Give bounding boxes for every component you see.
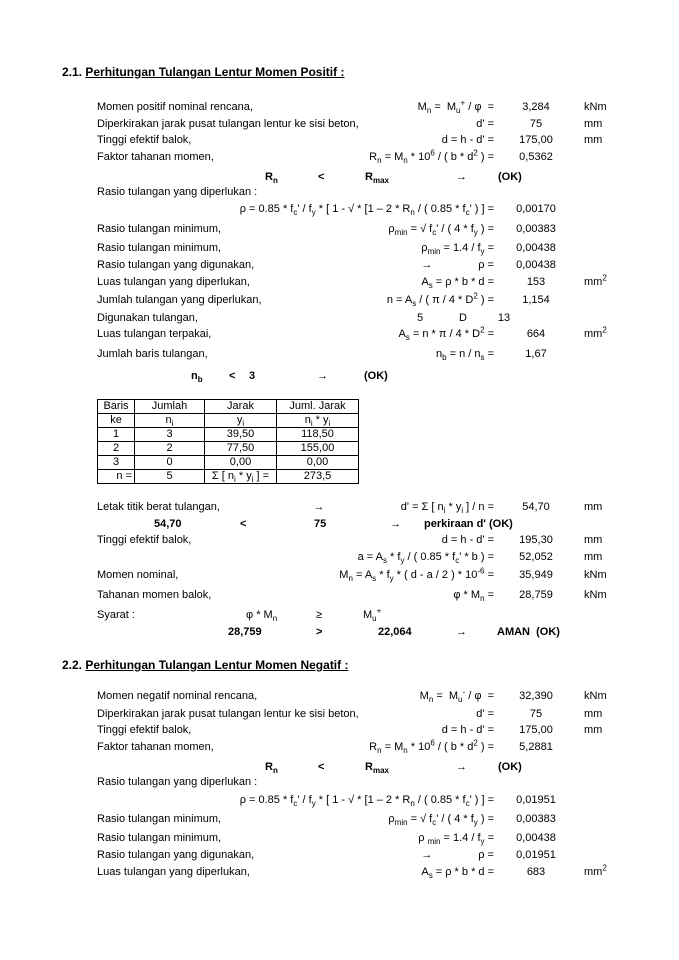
table-cell: 5 — [135, 470, 205, 484]
row-unit: mm — [584, 501, 603, 513]
table-header: Juml. Jarak — [277, 400, 359, 414]
table-subheader-row — [98, 414, 359, 428]
row-formula: $\rho_{min}$ = √ $f_c'$ / ( $4 * f_y$ ) = — [388, 223, 494, 238]
row-label: Faktor tahanan momen, — [97, 741, 214, 753]
row-value: 195,30 — [519, 534, 553, 546]
row-formula: $a = A_s * f_y$ / ( $0.85 * f_c'$ * b ) = — [357, 551, 494, 566]
row-formula: $\rho_{min}$ = √ $f_c'$ / ( $4 * f_y$ ) = — [388, 813, 494, 828]
table-subheader: $n_i$ — [135, 414, 205, 428]
row-value: 75 — [529, 118, 543, 130]
row-label: Jumlah tulangan yang diperlukan, — [97, 294, 262, 306]
row-formula: $M_n = M_u^- / \varphi$ = — [419, 687, 494, 705]
table-total-row — [98, 470, 359, 484]
row-value: 3,284 — [522, 101, 550, 113]
table-cell: Σ [ $n_i * y_i$ ] = — [205, 470, 277, 484]
row-formula: $\rho = 0.85 * f_c' / f_y$ * [ 1 - √ * [$1 - 2 * R_n$ / ( $0.85 * f_c'$ ) ] = — [239, 794, 494, 809]
check-aman-operator: > — [316, 626, 323, 638]
syarat-operator: ≥ — [316, 609, 323, 621]
section-number: 2.1. — [62, 65, 83, 79]
row-value: 0,00170 — [516, 203, 556, 215]
check-rn-operator: < — [318, 761, 325, 773]
row-value: 0,00438 — [516, 242, 556, 254]
table-cell: 1 — [98, 428, 135, 442]
row-value: 175,00 — [519, 724, 553, 736]
row-unit: kNm — [584, 569, 607, 581]
check-d-estimate: 75 — [314, 518, 327, 530]
table-header-row — [98, 400, 359, 414]
row-formula: d = h - d' = — [441, 134, 494, 146]
row-formula: ρ $_{min} = 1.4 / f_y$ = — [418, 832, 494, 847]
row-formula: φ * $M_n$ = — [453, 589, 494, 604]
row-label: Rasio tulangan yang diperlukan : — [97, 776, 258, 788]
row-label: Rasio tulangan yang diperlukan : — [97, 186, 258, 198]
rebar-distance-table — [97, 399, 359, 484]
row-value: 175,00 — [519, 134, 553, 146]
bar-count: 5 — [416, 312, 424, 324]
row-label: Diperkirakan jarak pusat tulangan lentur ke sisi beton, — [97, 118, 359, 130]
bar-diameter: 13 — [497, 312, 511, 324]
check-d-value: 54,70 — [154, 518, 182, 530]
row-label: Letak titik berat tulangan, — [97, 501, 220, 513]
syarat-label: Syarat : — [97, 609, 135, 621]
check-arrow: → — [456, 171, 467, 183]
row-formula: d' = — [476, 708, 494, 720]
table-cell: 3 — [98, 456, 135, 470]
row-value: 0,00438 — [516, 832, 556, 844]
row-formula: $R_n = M_n * 10^6$ / ( b * $d^2$ ) = — [369, 148, 494, 166]
row-formula: → ρ = — [421, 259, 494, 271]
row-label: Luas tulangan yang diperlukan, — [97, 276, 250, 288]
row-value: 0,01951 — [516, 794, 556, 806]
check-result: AMAN (OK) — [497, 626, 560, 638]
row-formula: $\rho_{min} = 1.4 / f_y$ = — [421, 242, 494, 257]
section-title: Perhitungan Tulangan Lentur Momen Positif : — [85, 65, 345, 79]
row-label: Momen negatif nominal rencana, — [97, 690, 258, 702]
row-unit: mm — [584, 134, 603, 146]
check-nb-operator: < — [229, 370, 236, 382]
row-label: Momen nominal, — [97, 569, 179, 581]
check-phi-mn-value: 28,759 — [228, 626, 262, 638]
table-cell: 2 — [98, 442, 135, 456]
row-value: 0,00383 — [516, 223, 556, 235]
row-formula: $R_n = M_n * 10^6$ / ( b * $d^2$ ) = — [369, 738, 494, 756]
check-arrow: → — [390, 518, 401, 530]
bar-type: D — [459, 312, 467, 324]
row-value: 683 — [526, 866, 546, 878]
row-value: 153 — [526, 276, 546, 288]
table-cell: 273,5 — [277, 470, 359, 484]
row-value: 1,154 — [522, 294, 550, 306]
row-formula: → d' = Σ [ $n_i * y_i$ ] / n = — [313, 501, 494, 516]
table-cell: 155,00 — [277, 442, 359, 456]
row-formula: $M_n = M_u^+ / \varphi$ = — [417, 98, 494, 116]
check-rn-symbol: $R_n$ — [265, 171, 278, 186]
row-formula: d = h - d' = — [441, 724, 494, 736]
row-unit: mm — [584, 118, 603, 130]
row-value: 0,00438 — [516, 259, 556, 271]
row-label: Tinggi efektif balok, — [97, 724, 192, 736]
row-label: Rasio tulangan minimum, — [97, 242, 222, 254]
check-rn-symbol: $R_n$ — [265, 761, 278, 776]
table-cell: 77,50 — [205, 442, 277, 456]
row-unit: mm — [584, 708, 603, 720]
row-value: 28,759 — [519, 589, 553, 601]
row-formula: $A_s = \rho * b * d$ = — [421, 276, 494, 291]
table-cell: 0 — [135, 456, 205, 470]
table-subheader: $n_i * y_i$ — [277, 414, 359, 428]
check-result: (OK) — [364, 370, 388, 382]
row-label: Tahanan momen balok, — [97, 589, 212, 601]
table-header: Jarak — [205, 400, 277, 414]
row-value: 5,2881 — [519, 741, 553, 753]
check-nb-symbol: $n_b$ — [191, 370, 203, 385]
row-label: Rasio tulangan minimum, — [97, 832, 222, 844]
table-header: Jumlah — [135, 400, 205, 414]
row-label: Tinggi efektif balok, — [97, 134, 192, 146]
table-cell: 0,00 — [277, 456, 359, 470]
row-formula: d = h - d' = — [441, 534, 494, 546]
check-mu-value: 22,064 — [378, 626, 412, 638]
row-label: Rasio tulangan yang digunakan, — [97, 259, 255, 271]
table-cell: 118,50 — [277, 428, 359, 442]
row-value: 1,67 — [525, 348, 547, 360]
section-number: 2.2. — [62, 658, 83, 672]
check-result: (OK) — [498, 171, 522, 183]
row-label: Rasio tulangan minimum, — [97, 223, 222, 235]
check-arrow: → — [456, 626, 467, 638]
syarat-mu: $M_u^+$ — [363, 606, 382, 624]
row-label: Luas tulangan yang diperlukan, — [97, 866, 250, 878]
row-formula: d' = — [476, 118, 494, 130]
section-title: Perhitungan Tulangan Lentur Momen Negatif : — [85, 658, 349, 672]
table-cell: 0,00 — [205, 456, 277, 470]
row-value: 0,01951 — [516, 849, 556, 861]
table-row — [98, 428, 359, 442]
check-nb-limit: 3 — [249, 370, 256, 382]
table-header: Baris — [98, 400, 135, 414]
check-d-operator: < — [240, 518, 247, 530]
row-formula: → ρ = — [421, 849, 494, 861]
check-result: perkiraan d' (OK) — [424, 518, 513, 530]
table-row — [98, 456, 359, 470]
check-arrow: → — [456, 761, 467, 773]
row-formula: $A_s = \rho * b * d$ = — [421, 866, 494, 881]
row-unit: $mm^2$ — [584, 273, 607, 288]
section-heading-positive — [62, 66, 344, 79]
row-formula: $n_b = n / n_s$ = — [435, 348, 494, 363]
table-subheader: $y_i$ — [205, 414, 277, 428]
section-heading-negative — [62, 659, 348, 672]
row-label: Rasio tulangan minimum, — [97, 813, 222, 825]
row-value: 75 — [529, 708, 543, 720]
row-label: Momen positif nominal rencana, — [97, 101, 253, 113]
row-label: Jumlah baris tulangan, — [97, 348, 208, 360]
check-result: (OK) — [498, 761, 522, 773]
row-label: Tinggi efektif balok, — [97, 534, 192, 546]
row-unit: kNm — [584, 690, 607, 702]
row-unit: kNm — [584, 101, 607, 113]
row-unit: mm — [584, 534, 603, 546]
table-cell: 39,50 — [205, 428, 277, 442]
row-value: 0,00383 — [516, 813, 556, 825]
row-value: 35,949 — [519, 569, 553, 581]
row-formula: $A_s = n * \pi / 4 * D^2$ = — [398, 325, 494, 343]
row-value: 52,052 — [519, 551, 553, 563]
table-cell: 3 — [135, 428, 205, 442]
table-subheader: ke — [98, 414, 135, 428]
check-rn-operator: < — [318, 171, 325, 183]
row-value: 0,5362 — [519, 151, 553, 163]
table-cell: 2 — [135, 442, 205, 456]
row-formula: $M_n = A_s * f_y$ * ( d - a / 2 ) * $10^{-6}$ = — [339, 566, 494, 584]
row-label: Rasio tulangan yang digunakan, — [97, 849, 255, 861]
table-row — [98, 442, 359, 456]
row-label: Diperkirakan jarak pusat tulangan lentur ke sisi beton, — [97, 708, 359, 720]
row-value: 54,70 — [522, 501, 550, 513]
row-unit: kNm — [584, 589, 607, 601]
row-unit: mm — [584, 551, 603, 563]
row-value: 32,390 — [519, 690, 553, 702]
syarat-phi-mn: φ * $M_n$ — [246, 609, 278, 624]
check-arrow: → — [317, 370, 328, 382]
row-formula: $\rho = 0.85 * f_c' / f_y$ * [ 1 - √ * [$1 - 2 * R_n$ / ( $0.85 * f_c'$ ) ] = — [239, 203, 494, 218]
row-label: Luas tulangan terpakai, — [97, 328, 212, 340]
table-cell: n = — [98, 470, 135, 484]
row-unit: $mm^2$ — [584, 863, 607, 878]
row-label: Faktor tahanan momen, — [97, 151, 214, 163]
row-unit: $mm^2$ — [584, 325, 607, 340]
row-unit: mm — [584, 724, 603, 736]
row-value: 664 — [526, 328, 546, 340]
check-rmax-symbol: $R_{max}$ — [365, 761, 389, 776]
row-label: Digunakan tulangan, — [97, 312, 198, 324]
row-formula: $n = A_s$ / ( π / $4 * D^2$ ) = — [386, 291, 494, 309]
check-rmax-symbol: $R_{max}$ — [365, 171, 389, 186]
